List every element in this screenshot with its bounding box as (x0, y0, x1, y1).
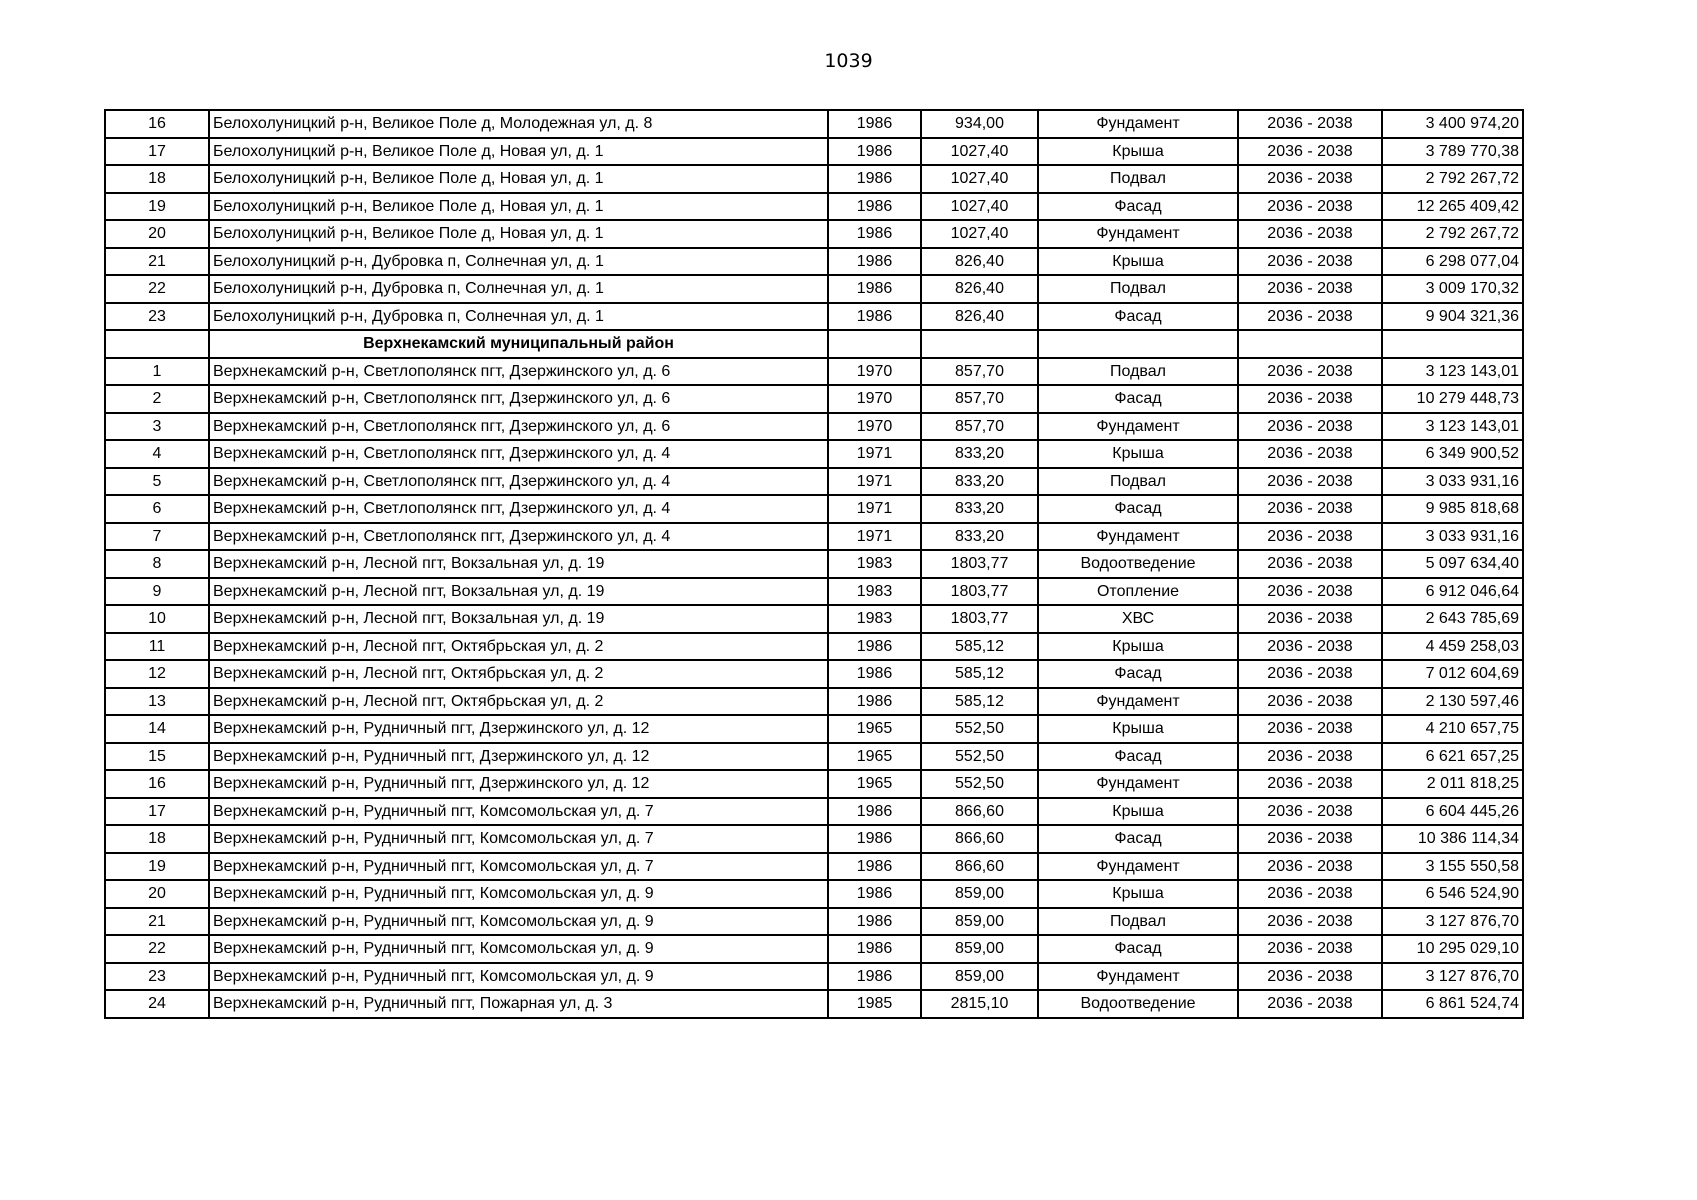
cost-cell: 6 298 077,04 (1382, 248, 1523, 276)
address-cell: Верхнекамский р-н, Светлополянск пгт, Дзержинского ул, д. 4 (209, 523, 828, 551)
cost-cell: 6 912 046,64 (1382, 578, 1523, 606)
row-number-cell: 18 (105, 165, 209, 193)
area-cell: 833,20 (921, 523, 1038, 551)
work-type-cell: Фундамент (1038, 770, 1238, 798)
period-cell: 2036 - 2038 (1238, 688, 1382, 716)
row-number-cell: 19 (105, 193, 209, 221)
address-cell: Верхнекамский р-н, Лесной пгт, Октябрьская ул, д. 2 (209, 660, 828, 688)
area-cell: 826,40 (921, 248, 1038, 276)
address-cell: Верхнекамский р-н, Лесной пгт, Октябрьская ул, д. 2 (209, 633, 828, 661)
build-year-cell: 1986 (828, 193, 921, 221)
work-type-cell: Крыша (1038, 880, 1238, 908)
table-row (105, 440, 1523, 468)
period-cell: 2036 - 2038 (1238, 413, 1382, 441)
row-number-cell: 21 (105, 908, 209, 936)
build-year-cell: 1986 (828, 633, 921, 661)
table-row (105, 935, 1523, 963)
cost-cell: 4 210 657,75 (1382, 715, 1523, 743)
table-row (105, 110, 1523, 138)
row-number-cell: 24 (105, 990, 209, 1018)
build-year-cell: 1986 (828, 110, 921, 138)
row-number-cell: 17 (105, 138, 209, 166)
table-row (105, 990, 1523, 1018)
address-cell: Белохолуницкий р-н, Дубровка п, Солнечная ул, д. 1 (209, 303, 828, 331)
cost-cell: 6 546 524,90 (1382, 880, 1523, 908)
address-cell: Верхнекамский р-н, Рудничный пгт, Дзержинского ул, д. 12 (209, 715, 828, 743)
period-cell: 2036 - 2038 (1238, 165, 1382, 193)
address-cell: Белохолуницкий р-н, Дубровка п, Солнечная ул, д. 1 (209, 275, 828, 303)
area-cell: 1027,40 (921, 138, 1038, 166)
build-year-cell (828, 330, 921, 358)
area-cell: 866,60 (921, 798, 1038, 826)
row-number-cell: 6 (105, 495, 209, 523)
table-row (105, 303, 1523, 331)
address-cell: Верхнекамский р-н, Рудничный пгт, Пожарная ул, д. 3 (209, 990, 828, 1018)
build-year-cell: 1983 (828, 605, 921, 633)
cost-cell: 10 279 448,73 (1382, 385, 1523, 413)
cost-cell: 4 459 258,03 (1382, 633, 1523, 661)
address-cell: Верхнекамский р-н, Светлополянск пгт, Дзержинского ул, д. 6 (209, 385, 828, 413)
row-number-cell: 21 (105, 248, 209, 276)
area-cell: 857,70 (921, 385, 1038, 413)
address-cell: Верхнекамский р-н, Рудничный пгт, Комсомольская ул, д. 9 (209, 908, 828, 936)
row-number-cell: 18 (105, 825, 209, 853)
area-cell: 934,00 (921, 110, 1038, 138)
cost-cell (1382, 330, 1523, 358)
area-cell: 866,60 (921, 825, 1038, 853)
table-row (105, 853, 1523, 881)
table-row (105, 275, 1523, 303)
area-cell: 585,12 (921, 688, 1038, 716)
cost-cell: 2 011 818,25 (1382, 770, 1523, 798)
table-row (105, 495, 1523, 523)
cost-cell: 9 904 321,36 (1382, 303, 1523, 331)
cost-cell: 3 400 974,20 (1382, 110, 1523, 138)
period-cell: 2036 - 2038 (1238, 880, 1382, 908)
work-type-cell: Крыша (1038, 715, 1238, 743)
table-row (105, 660, 1523, 688)
area-cell: 833,20 (921, 468, 1038, 496)
row-number-cell: 17 (105, 798, 209, 826)
row-number-cell: 1 (105, 358, 209, 386)
area-cell (921, 330, 1038, 358)
period-cell: 2036 - 2038 (1238, 935, 1382, 963)
address-cell: Белохолуницкий р-н, Великое Поле д, Новая ул, д. 1 (209, 220, 828, 248)
row-number-cell: 4 (105, 440, 209, 468)
address-cell: Белохолуницкий р-н, Великое Поле д, Новая ул, д. 1 (209, 138, 828, 166)
build-year-cell: 1971 (828, 523, 921, 551)
work-type-cell: Фундамент (1038, 853, 1238, 881)
period-cell: 2036 - 2038 (1238, 248, 1382, 276)
area-cell: 585,12 (921, 660, 1038, 688)
address-cell: Верхнекамский р-н, Рудничный пгт, Комсомольская ул, д. 7 (209, 853, 828, 881)
work-type-cell: Подвал (1038, 275, 1238, 303)
table-row (105, 825, 1523, 853)
work-type-cell: Крыша (1038, 798, 1238, 826)
build-year-cell: 1965 (828, 715, 921, 743)
area-cell: 866,60 (921, 853, 1038, 881)
cost-cell: 6 349 900,52 (1382, 440, 1523, 468)
work-type-cell: Водоотведение (1038, 990, 1238, 1018)
address-cell: Белохолуницкий р-н, Великое Поле д, Новая ул, д. 1 (209, 165, 828, 193)
row-number-cell: 16 (105, 110, 209, 138)
cost-cell: 2 792 267,72 (1382, 220, 1523, 248)
work-type-cell: Фундамент (1038, 220, 1238, 248)
row-number-cell: 22 (105, 935, 209, 963)
table-row (105, 358, 1523, 386)
period-cell: 2036 - 2038 (1238, 990, 1382, 1018)
table-row (105, 523, 1523, 551)
address-cell: Белохолуницкий р-н, Великое Поле д, Новая ул, д. 1 (209, 193, 828, 221)
area-cell: 2815,10 (921, 990, 1038, 1018)
area-cell: 552,50 (921, 715, 1038, 743)
period-cell: 2036 - 2038 (1238, 440, 1382, 468)
build-year-cell: 1986 (828, 798, 921, 826)
period-cell: 2036 - 2038 (1238, 853, 1382, 881)
address-cell: Верхнекамский р-н, Светлополянск пгт, Дзержинского ул, д. 4 (209, 495, 828, 523)
build-year-cell: 1986 (828, 825, 921, 853)
build-year-cell: 1971 (828, 440, 921, 468)
table-row (105, 908, 1523, 936)
area-cell: 1803,77 (921, 605, 1038, 633)
period-cell: 2036 - 2038 (1238, 660, 1382, 688)
work-type-cell: Фундамент (1038, 413, 1238, 441)
work-type-cell: Крыша (1038, 440, 1238, 468)
build-year-cell: 1970 (828, 385, 921, 413)
period-cell: 2036 - 2038 (1238, 275, 1382, 303)
area-cell: 859,00 (921, 880, 1038, 908)
cost-cell: 7 012 604,69 (1382, 660, 1523, 688)
address-cell: Верхнекамский р-н, Светлополянск пгт, Дзержинского ул, д. 4 (209, 440, 828, 468)
build-year-cell: 1985 (828, 990, 921, 1018)
address-cell: Белохолуницкий р-н, Великое Поле д, Молодежная ул, д. 8 (209, 110, 828, 138)
work-type-cell: Фундамент (1038, 110, 1238, 138)
build-year-cell: 1986 (828, 138, 921, 166)
table-row (105, 138, 1523, 166)
period-cell: 2036 - 2038 (1238, 110, 1382, 138)
row-number-cell: 15 (105, 743, 209, 771)
build-year-cell: 1986 (828, 853, 921, 881)
period-cell: 2036 - 2038 (1238, 798, 1382, 826)
build-year-cell: 1986 (828, 248, 921, 276)
area-cell: 859,00 (921, 908, 1038, 936)
period-cell: 2036 - 2038 (1238, 303, 1382, 331)
cost-cell: 3 123 143,01 (1382, 413, 1523, 441)
area-cell: 833,20 (921, 495, 1038, 523)
period-cell: 2036 - 2038 (1238, 743, 1382, 771)
area-cell: 552,50 (921, 743, 1038, 771)
cost-cell: 3 033 931,16 (1382, 468, 1523, 496)
cost-cell: 3 033 931,16 (1382, 523, 1523, 551)
row-number-cell: 23 (105, 963, 209, 991)
period-cell: 2036 - 2038 (1238, 550, 1382, 578)
cost-cell: 3 123 143,01 (1382, 358, 1523, 386)
row-number-cell: 20 (105, 880, 209, 908)
work-type-cell: Подвал (1038, 908, 1238, 936)
period-cell: 2036 - 2038 (1238, 523, 1382, 551)
work-type-cell: Крыша (1038, 138, 1238, 166)
table-body (105, 110, 1523, 1018)
table-row (105, 550, 1523, 578)
address-cell: Верхнекамский р-н, Рудничный пгт, Комсомольская ул, д. 9 (209, 935, 828, 963)
row-number-cell: 23 (105, 303, 209, 331)
period-cell: 2036 - 2038 (1238, 220, 1382, 248)
section-title: Верхнекамский муниципальный район (209, 330, 828, 358)
build-year-cell: 1986 (828, 688, 921, 716)
cost-cell: 5 097 634,40 (1382, 550, 1523, 578)
period-cell: 2036 - 2038 (1238, 633, 1382, 661)
cost-cell: 2 130 597,46 (1382, 688, 1523, 716)
work-type-cell: Подвал (1038, 468, 1238, 496)
address-cell: Верхнекамский р-н, Светлополянск пгт, Дзержинского ул, д. 6 (209, 413, 828, 441)
row-number-cell: 5 (105, 468, 209, 496)
cost-cell: 6 621 657,25 (1382, 743, 1523, 771)
period-cell: 2036 - 2038 (1238, 138, 1382, 166)
address-cell: Верхнекамский р-н, Рудничный пгт, Комсомольская ул, д. 9 (209, 963, 828, 991)
cost-cell: 2 643 785,69 (1382, 605, 1523, 633)
table-row (105, 413, 1523, 441)
row-number-cell: 22 (105, 275, 209, 303)
period-cell: 2036 - 2038 (1238, 963, 1382, 991)
row-number-cell: 16 (105, 770, 209, 798)
address-cell: Верхнекамский р-н, Светлополянск пгт, Дзержинского ул, д. 4 (209, 468, 828, 496)
area-cell: 859,00 (921, 963, 1038, 991)
section-header-row (105, 330, 1523, 358)
period-cell: 2036 - 2038 (1238, 495, 1382, 523)
table-row (105, 385, 1523, 413)
area-cell: 833,20 (921, 440, 1038, 468)
row-number-cell: 19 (105, 853, 209, 881)
build-year-cell: 1986 (828, 908, 921, 936)
area-cell: 1803,77 (921, 550, 1038, 578)
area-cell: 1027,40 (921, 193, 1038, 221)
row-number-cell: 10 (105, 605, 209, 633)
address-cell: Верхнекамский р-н, Рудничный пгт, Комсомольская ул, д. 7 (209, 798, 828, 826)
area-cell: 859,00 (921, 935, 1038, 963)
work-type-cell: Фундамент (1038, 688, 1238, 716)
table-row (105, 770, 1523, 798)
row-number-cell: 12 (105, 660, 209, 688)
address-cell: Белохолуницкий р-н, Дубровка п, Солнечная ул, д. 1 (209, 248, 828, 276)
work-type-cell: Фасад (1038, 193, 1238, 221)
area-cell: 552,50 (921, 770, 1038, 798)
build-year-cell: 1965 (828, 770, 921, 798)
period-cell: 2036 - 2038 (1238, 358, 1382, 386)
build-year-cell: 1986 (828, 303, 921, 331)
build-year-cell: 1983 (828, 578, 921, 606)
work-type-cell: Фасад (1038, 935, 1238, 963)
cost-cell: 12 265 409,42 (1382, 193, 1523, 221)
build-year-cell: 1983 (828, 550, 921, 578)
work-type-cell: Крыша (1038, 248, 1238, 276)
work-type-cell: Фасад (1038, 660, 1238, 688)
cost-cell: 3 127 876,70 (1382, 963, 1523, 991)
work-type-cell: Фасад (1038, 825, 1238, 853)
row-number-cell: 3 (105, 413, 209, 441)
build-year-cell: 1970 (828, 358, 921, 386)
period-cell: 2036 - 2038 (1238, 908, 1382, 936)
build-year-cell: 1965 (828, 743, 921, 771)
cost-cell: 10 386 114,34 (1382, 825, 1523, 853)
period-cell: 2036 - 2038 (1238, 605, 1382, 633)
work-type-cell: Водоотведение (1038, 550, 1238, 578)
cost-cell: 6 604 445,26 (1382, 798, 1523, 826)
work-type-cell: Крыша (1038, 633, 1238, 661)
address-cell: Верхнекамский р-н, Лесной пгт, Вокзальная ул, д. 19 (209, 550, 828, 578)
area-cell: 1027,40 (921, 220, 1038, 248)
table-row (105, 193, 1523, 221)
period-cell: 2036 - 2038 (1238, 468, 1382, 496)
period-cell: 2036 - 2038 (1238, 385, 1382, 413)
table-row (105, 715, 1523, 743)
cost-cell: 10 295 029,10 (1382, 935, 1523, 963)
cost-cell: 9 985 818,68 (1382, 495, 1523, 523)
cost-cell: 3 009 170,32 (1382, 275, 1523, 303)
work-type-cell: Фундамент (1038, 523, 1238, 551)
build-year-cell: 1986 (828, 935, 921, 963)
work-type-cell: Фундамент (1038, 963, 1238, 991)
cost-cell: 6 861 524,74 (1382, 990, 1523, 1018)
period-cell: 2036 - 2038 (1238, 193, 1382, 221)
work-type-cell: Фасад (1038, 303, 1238, 331)
build-year-cell: 1986 (828, 880, 921, 908)
page-number: 1039 (824, 50, 873, 72)
cost-cell: 3 127 876,70 (1382, 908, 1523, 936)
period-cell (1238, 330, 1382, 358)
table-row (105, 248, 1523, 276)
build-year-cell: 1986 (828, 165, 921, 193)
table-row (105, 963, 1523, 991)
row-number-cell: 11 (105, 633, 209, 661)
address-cell: Верхнекамский р-н, Рудничный пгт, Дзержинского ул, д. 12 (209, 743, 828, 771)
cost-cell: 3 155 550,58 (1382, 853, 1523, 881)
table-row (105, 798, 1523, 826)
build-year-cell: 1986 (828, 220, 921, 248)
address-cell: Верхнекамский р-н, Лесной пгт, Вокзальная ул, д. 19 (209, 578, 828, 606)
period-cell: 2036 - 2038 (1238, 825, 1382, 853)
row-number-cell: 9 (105, 578, 209, 606)
cost-cell: 3 789 770,38 (1382, 138, 1523, 166)
row-number-cell: 7 (105, 523, 209, 551)
row-number-cell: 8 (105, 550, 209, 578)
work-type-cell (1038, 330, 1238, 358)
address-cell: Верхнекамский р-н, Светлополянск пгт, Дзержинского ул, д. 6 (209, 358, 828, 386)
table-row (105, 688, 1523, 716)
build-year-cell: 1986 (828, 275, 921, 303)
build-year-cell: 1986 (828, 660, 921, 688)
work-type-cell: Отопление (1038, 578, 1238, 606)
build-year-cell: 1986 (828, 963, 921, 991)
table-row (105, 220, 1523, 248)
table-row (105, 743, 1523, 771)
address-cell: Верхнекамский р-н, Рудничный пгт, Комсомольская ул, д. 9 (209, 880, 828, 908)
area-cell: 857,70 (921, 413, 1038, 441)
table-row (105, 605, 1523, 633)
table-row (105, 578, 1523, 606)
work-type-cell: ХВС (1038, 605, 1238, 633)
address-cell: Верхнекамский р-н, Рудничный пгт, Комсомольская ул, д. 7 (209, 825, 828, 853)
work-type-cell: Фасад (1038, 495, 1238, 523)
build-year-cell: 1970 (828, 413, 921, 441)
address-cell: Верхнекамский р-н, Рудничный пгт, Дзержинского ул, д. 12 (209, 770, 828, 798)
row-number-cell: 2 (105, 385, 209, 413)
work-type-cell: Подвал (1038, 165, 1238, 193)
area-cell: 1803,77 (921, 578, 1038, 606)
area-cell: 1027,40 (921, 165, 1038, 193)
row-number-cell: 20 (105, 220, 209, 248)
repair-schedule-table (104, 109, 1524, 1019)
period-cell: 2036 - 2038 (1238, 770, 1382, 798)
build-year-cell: 1971 (828, 468, 921, 496)
period-cell: 2036 - 2038 (1238, 715, 1382, 743)
work-type-cell: Фасад (1038, 385, 1238, 413)
area-cell: 857,70 (921, 358, 1038, 386)
work-type-cell: Фасад (1038, 743, 1238, 771)
address-cell: Верхнекамский р-н, Лесной пгт, Октябрьская ул, д. 2 (209, 688, 828, 716)
row-number-cell: 14 (105, 715, 209, 743)
row-number-cell: 13 (105, 688, 209, 716)
cost-cell: 2 792 267,72 (1382, 165, 1523, 193)
area-cell: 826,40 (921, 303, 1038, 331)
table-row (105, 468, 1523, 496)
table-row (105, 633, 1523, 661)
table-row (105, 880, 1523, 908)
build-year-cell: 1971 (828, 495, 921, 523)
address-cell: Верхнекамский р-н, Лесной пгт, Вокзальная ул, д. 19 (209, 605, 828, 633)
area-cell: 826,40 (921, 275, 1038, 303)
work-type-cell: Подвал (1038, 358, 1238, 386)
table-row (105, 165, 1523, 193)
row-number-cell (105, 330, 209, 358)
area-cell: 585,12 (921, 633, 1038, 661)
period-cell: 2036 - 2038 (1238, 578, 1382, 606)
